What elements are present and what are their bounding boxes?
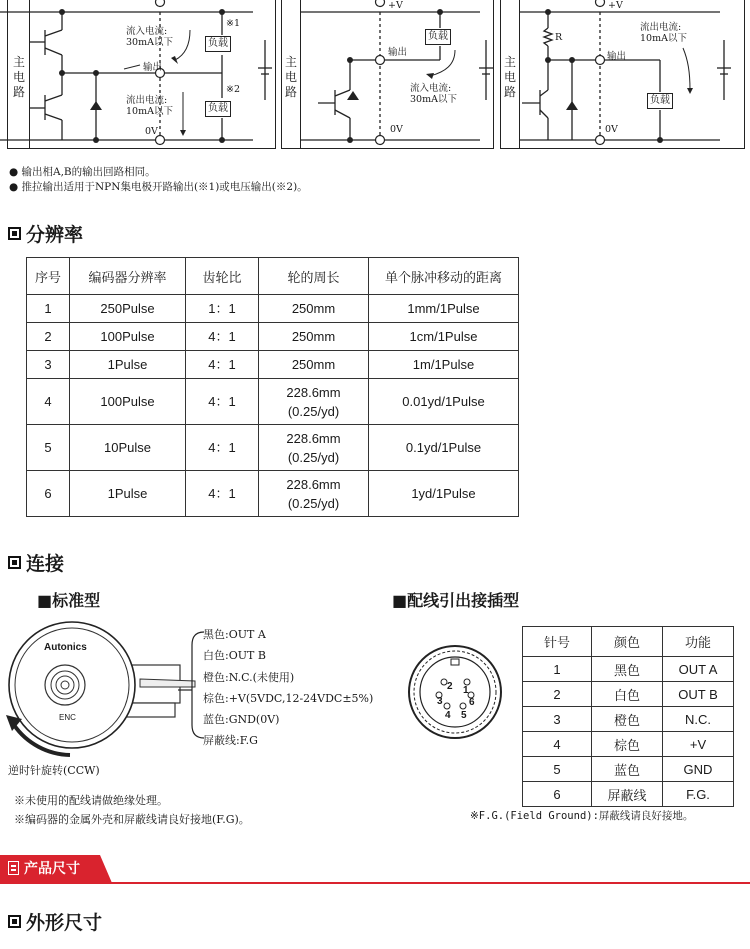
table-cell: 250Pulse bbox=[70, 295, 186, 323]
table-row bbox=[27, 425, 519, 471]
table-cell: 4：1 bbox=[186, 351, 259, 379]
main-circuit-label-1: 主 电 路 bbox=[12, 55, 25, 99]
table-cell: 3 bbox=[523, 707, 592, 732]
conn-note-1: ※未使用的配线请做绝缘处理。 bbox=[14, 794, 168, 807]
table-cell: 6 bbox=[523, 782, 592, 807]
table-cell: +V bbox=[663, 732, 734, 757]
product-size-banner bbox=[0, 855, 750, 885]
table-cell: 1 bbox=[523, 657, 592, 682]
pin-4: 4 bbox=[445, 710, 451, 721]
c1-mark2: ※2 bbox=[226, 84, 241, 95]
table-row bbox=[523, 707, 734, 732]
table-cell: 1mm/1Pulse bbox=[369, 295, 519, 323]
pin-col-color: 颜色 bbox=[592, 627, 663, 657]
resolution-header-row bbox=[27, 258, 519, 295]
table-cell: 10Pulse bbox=[70, 425, 186, 471]
col-header-gear: 齿轮比 bbox=[186, 258, 259, 295]
table-cell: 蓝色 bbox=[592, 757, 663, 782]
table-row bbox=[523, 732, 734, 757]
c2-zero-v: 0V bbox=[390, 124, 403, 135]
c1-sink-label: 流入电流: 30mA以下 bbox=[126, 26, 173, 48]
fg-note: ※F.G.(Field Ground):屏蔽线请良好接地。 bbox=[470, 810, 694, 822]
col-header-distance: 单个脉冲移动的距离 bbox=[369, 258, 519, 295]
enc-label: ENC bbox=[59, 713, 76, 722]
pin-col-no: 针号 bbox=[523, 627, 592, 657]
table-cell: 棕色 bbox=[592, 732, 663, 757]
ccw-label: 逆时针旋转(CCW) bbox=[8, 764, 100, 777]
table-cell: 5 bbox=[523, 757, 592, 782]
wire-black: 黑色:OUT A bbox=[203, 628, 266, 641]
table-cell: 100Pulse bbox=[70, 323, 186, 351]
table-cell: 黑色 bbox=[592, 657, 663, 682]
table-cell: 228.6mm (0.25/yd) bbox=[259, 379, 369, 425]
table-cell: 1cm/1Pulse bbox=[369, 323, 519, 351]
table-cell: 2 bbox=[523, 682, 592, 707]
square-bullet-icon bbox=[8, 556, 21, 569]
wire-orange: 橙色:N.C.(未使用) bbox=[203, 670, 295, 684]
table-cell: OUT A bbox=[663, 657, 734, 682]
circuit-box-2 bbox=[281, 0, 494, 149]
table-row bbox=[27, 471, 519, 517]
col-header-resolution: 编码器分辨率 bbox=[70, 258, 186, 295]
main-circuit-label-2: 主 电 路 bbox=[284, 55, 297, 99]
table-row bbox=[27, 351, 519, 379]
table-cell: 4：1 bbox=[186, 471, 259, 517]
circuit-box-3 bbox=[500, 0, 745, 149]
table-cell: GND bbox=[663, 757, 734, 782]
table-cell: 6 bbox=[27, 471, 70, 517]
main-circuit-label-3: 主 电 路 bbox=[503, 55, 516, 99]
c1-load-top: 负载 bbox=[205, 36, 231, 52]
connection-notes bbox=[14, 791, 250, 829]
table-cell: 4：1 bbox=[186, 425, 259, 471]
table-cell: 5 bbox=[27, 425, 70, 471]
c3-source-label: 流出电流: 10mA以下 bbox=[640, 22, 687, 44]
c2-sink-label: 流入电流: 30mA以下 bbox=[410, 83, 457, 105]
table-cell: OUT B bbox=[663, 682, 734, 707]
table-row bbox=[523, 682, 734, 707]
table-cell: 1Pulse bbox=[70, 471, 186, 517]
c2-output: 输出 bbox=[388, 47, 408, 58]
c1-source-label: 流出电流: 10mA以下 bbox=[126, 95, 173, 117]
table-cell: 1 bbox=[27, 295, 70, 323]
wire-white: 白色:OUT B bbox=[203, 649, 266, 663]
table-cell: 0.1yd/1Pulse bbox=[369, 425, 519, 471]
c2-top-v: +V bbox=[388, 0, 403, 11]
output-notes bbox=[9, 165, 308, 195]
wire-list bbox=[203, 624, 373, 752]
col-header-circumference: 轮的周长 bbox=[259, 258, 369, 295]
table-cell: 2 bbox=[27, 323, 70, 351]
pin-2: 2 bbox=[447, 681, 453, 692]
table-cell: 1Pulse bbox=[70, 351, 186, 379]
c3-zero-v: 0V bbox=[605, 124, 618, 135]
table-cell: 250mm bbox=[259, 295, 369, 323]
table-cell: 3 bbox=[27, 351, 70, 379]
document-icon bbox=[8, 861, 19, 875]
table-row bbox=[523, 657, 734, 682]
table-cell: 100Pulse bbox=[70, 379, 186, 425]
pin-5: 5 bbox=[461, 710, 467, 721]
resolution-table bbox=[26, 257, 519, 517]
table-cell: 4 bbox=[27, 379, 70, 425]
c1-mark1: ※1 bbox=[226, 18, 241, 29]
table-row bbox=[523, 757, 734, 782]
table-row bbox=[27, 295, 519, 323]
standard-type-title: ■标准型 bbox=[37, 591, 101, 610]
pin-table bbox=[522, 626, 734, 807]
table-cell: F.G. bbox=[663, 782, 734, 807]
table-cell: 1yd/1Pulse bbox=[369, 471, 519, 517]
table-cell: 0.01yd/1Pulse bbox=[369, 379, 519, 425]
c2-load: 负载 bbox=[425, 29, 451, 45]
table-cell: 4：1 bbox=[186, 323, 259, 351]
note-1: ● 输出相A,B的输出回路相同。 bbox=[9, 166, 156, 178]
c3-top-v: +V bbox=[608, 0, 623, 11]
c1-zero-v: 0V bbox=[145, 126, 158, 137]
pin-6: 6 bbox=[469, 697, 475, 708]
banner-rule bbox=[0, 882, 750, 884]
table-cell: 228.6mm (0.25/yd) bbox=[259, 425, 369, 471]
wire-brown: 棕色:+V(5VDC,12-24VDC±5%) bbox=[203, 691, 374, 705]
c3-load: 负载 bbox=[647, 93, 673, 109]
resolution-heading: 分辨率 bbox=[8, 220, 83, 247]
table-cell: 250mm bbox=[259, 351, 369, 379]
table-cell: 4：1 bbox=[186, 379, 259, 425]
table-cell: 屏蔽线 bbox=[592, 782, 663, 807]
table-cell: 228.6mm (0.25/yd) bbox=[259, 471, 369, 517]
wire-blue: 蓝色:GND(0V) bbox=[203, 713, 280, 727]
table-cell: 1：1 bbox=[186, 295, 259, 323]
pin-3: 3 bbox=[437, 696, 443, 707]
conn-note-2: ※编码器的金属外壳和屏蔽线请良好接地(F.G)。 bbox=[14, 813, 250, 826]
square-bullet-icon bbox=[8, 227, 21, 240]
table-cell: N.C. bbox=[663, 707, 734, 732]
pin-numbers bbox=[405, 642, 505, 742]
c3-resistor: R bbox=[555, 32, 563, 43]
pin-col-function: 功能 bbox=[663, 627, 734, 657]
brand-logo: Autonics bbox=[44, 642, 87, 653]
table-row bbox=[523, 782, 734, 807]
col-header-no: 序号 bbox=[27, 258, 70, 295]
c1-load-bottom: 负载 bbox=[205, 101, 231, 117]
table-row bbox=[27, 323, 519, 351]
banner-label: 产品尺寸 bbox=[24, 861, 80, 877]
note-2: ● 推拉输出适用于NPN集电极开路输出(※1)或电压输出(※2)。 bbox=[9, 181, 308, 193]
c3-output: 输出 bbox=[607, 51, 627, 62]
table-cell: 白色 bbox=[592, 682, 663, 707]
table-cell: 4 bbox=[523, 732, 592, 757]
connection-heading: 连接 bbox=[8, 549, 64, 576]
pin-header-row bbox=[523, 627, 734, 657]
table-cell: 橙色 bbox=[592, 707, 663, 732]
square-bullet-icon bbox=[8, 915, 21, 928]
table-row bbox=[27, 379, 519, 425]
dimensions-heading: 外形尺寸 bbox=[8, 908, 102, 935]
connector-type-title: ■配线引出接插型 bbox=[392, 591, 520, 610]
table-cell: 250mm bbox=[259, 323, 369, 351]
c1-output: 输出 bbox=[143, 62, 163, 73]
table-cell: 1m/1Pulse bbox=[369, 351, 519, 379]
wire-shield: 屏蔽线:F.G bbox=[203, 734, 258, 748]
pin-1: 1 bbox=[463, 685, 469, 696]
